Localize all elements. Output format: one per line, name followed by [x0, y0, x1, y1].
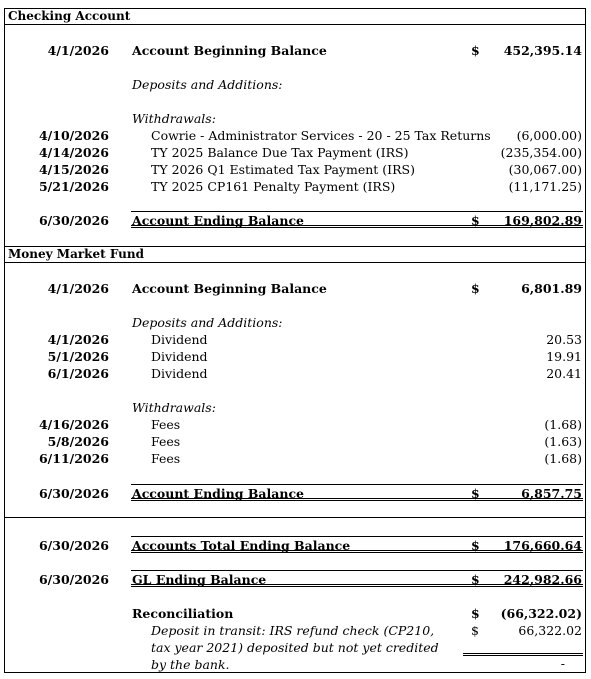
amount: 66,322.02 [518, 623, 582, 638]
amount: 19.91 [546, 349, 582, 364]
checking-withdrawal-row [5, 127, 585, 144]
money-market-header: Money Market Fund [5, 246, 585, 263]
mm-withdrawals-label-row [5, 399, 585, 416]
amount: (6,000.00) [516, 128, 582, 143]
dollar-sign: $ [471, 623, 479, 638]
description: Dividend [151, 349, 208, 364]
reconciliation-row [5, 605, 585, 622]
amount: (11,171.25) [508, 179, 582, 194]
dollar-sign: $ [471, 538, 480, 553]
checking-begin-row [5, 42, 585, 59]
amount: 20.53 [546, 332, 582, 347]
amount: 6,857.75 [521, 486, 582, 501]
amount: 6,801.89 [521, 281, 582, 296]
mm-withdrawal-row [5, 450, 585, 467]
label: Account Beginning Balance [132, 43, 327, 58]
mm-begin-row [5, 280, 585, 297]
date: 6/1/2026 [47, 366, 109, 381]
dollar-sign: $ [471, 281, 480, 296]
label: Reconciliation [132, 606, 234, 621]
checking-header: Checking Account [5, 9, 585, 25]
deposits-label: Deposits and Additions: [132, 315, 283, 330]
deposits-label: Deposits and Additions: [132, 77, 283, 92]
mm-deposits-label-row [5, 314, 585, 331]
checking-withdrawal-row [5, 144, 585, 161]
label: Accounts Total Ending Balance [132, 538, 351, 553]
withdrawals-label: Withdrawals: [132, 111, 216, 126]
mm-deposit-row [5, 365, 585, 382]
description: Fees [151, 434, 181, 449]
date: 4/1/2026 [47, 332, 109, 347]
description: Dividend [151, 366, 208, 381]
difference-row [5, 657, 585, 671]
description: TY 2026 Q1 Estimated Tax Payment (IRS) [151, 162, 415, 177]
description: Fees [151, 451, 181, 466]
mm-withdrawal-row [5, 433, 585, 450]
date: 4/10/2026 [38, 128, 109, 143]
dollar-sign: $ [471, 43, 480, 58]
date: 6/30/2026 [38, 538, 109, 553]
section-divider [5, 517, 585, 518]
date: 4/16/2026 [38, 417, 109, 432]
date: 4/1/2026 [47, 281, 109, 296]
dollar-sign: $ [471, 213, 480, 228]
amount: (66,322.02) [500, 606, 582, 621]
label: Account Ending Balance [132, 486, 305, 501]
deposit-in-transit-row [5, 622, 585, 639]
withdrawals-label: Withdrawals: [132, 400, 216, 415]
dollar-sign: $ [471, 572, 480, 587]
amount: 176,660.64 [503, 538, 582, 553]
amount: 242,982.66 [503, 572, 582, 587]
deposit-in-transit-note: Deposit in transit: IRS refund check (CP210, tax year 2021) deposited but not yet credited by the bank. [151, 623, 439, 672]
reconciliation-sheet [4, 8, 586, 673]
amount: 452,395.14 [503, 43, 582, 58]
date: 5/1/2026 [47, 349, 109, 364]
description: Fees [151, 417, 181, 432]
label: Account Beginning Balance [132, 281, 327, 296]
amount: 169,802.89 [503, 213, 582, 228]
date: 6/30/2026 [38, 572, 109, 587]
label: Account Ending Balance [132, 213, 305, 228]
date: 6/30/2026 [38, 486, 109, 501]
accounts-total-row [5, 537, 585, 554]
description: TY 2025 CP161 Penalty Payment (IRS) [151, 179, 396, 194]
label: GL Ending Balance [132, 572, 267, 587]
dollar-sign: $ [471, 606, 480, 621]
date: 4/15/2026 [38, 162, 109, 177]
dollar-sign: $ [471, 486, 480, 501]
checking-withdrawal-row [5, 178, 585, 195]
amount: 20.41 [546, 366, 582, 381]
gl-row [5, 571, 585, 588]
amount: (1.68) [544, 417, 582, 432]
amount: (1.68) [544, 451, 582, 466]
date: 6/11/2026 [38, 451, 109, 466]
description: TY 2025 Balance Due Tax Payment (IRS) [151, 145, 409, 160]
date: 5/8/2026 [47, 434, 109, 449]
date: 4/1/2026 [47, 43, 109, 58]
mm-withdrawal-row [5, 416, 585, 433]
difference-rule [463, 641, 583, 656]
checking-end-row [5, 212, 585, 229]
amount: (30,067.00) [508, 162, 582, 177]
amount: (235,354.00) [500, 145, 582, 160]
date: 5/21/2026 [38, 179, 109, 194]
mm-deposit-row [5, 331, 585, 348]
mm-deposit-row [5, 348, 585, 365]
checking-withdrawals-label-row [5, 110, 585, 127]
amount: (1.63) [544, 434, 582, 449]
description: Dividend [151, 332, 208, 347]
date: 4/14/2026 [38, 145, 109, 160]
checking-withdrawal-row [5, 161, 585, 178]
checking-deposits-label-row [5, 76, 585, 93]
description: Cowrie - Administrator Services - 20 - 25 Tax Returns [151, 128, 491, 143]
difference-value: - [560, 656, 565, 671]
mm-end-row [5, 485, 585, 502]
date: 6/30/2026 [38, 213, 109, 228]
